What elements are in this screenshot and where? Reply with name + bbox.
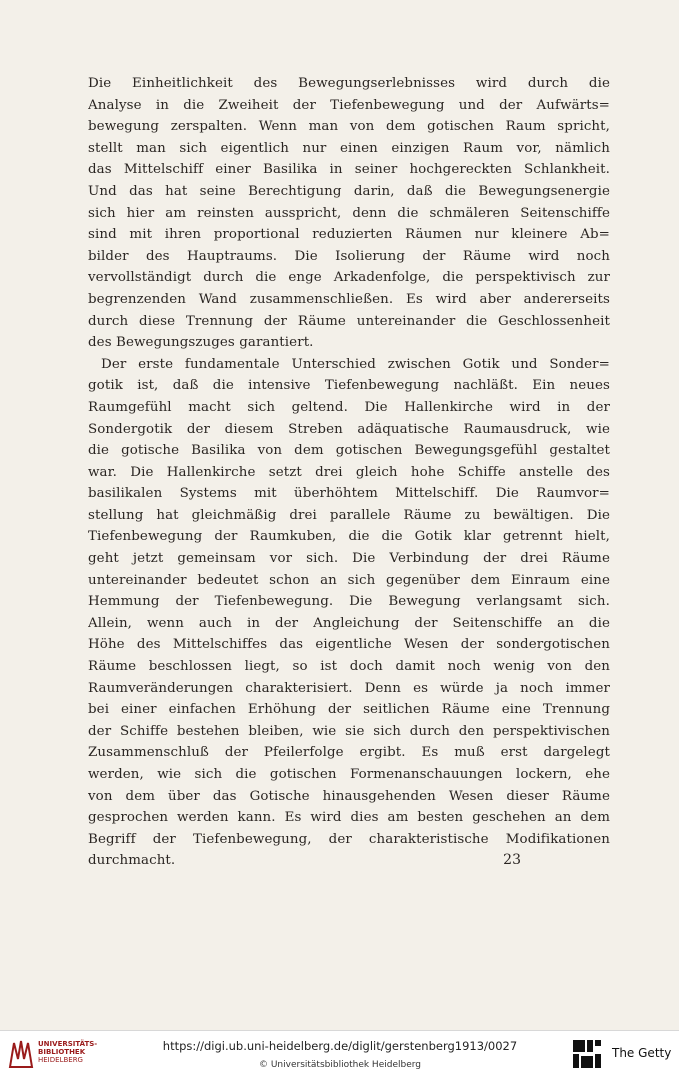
text-line: Zusammenschluß der Pfeilerfolge ergibt. Es muß erst dargelegt	[88, 745, 610, 761]
text-line: Raumgefühl macht sich geltend. Die Hallenkirche wird in der	[88, 399, 610, 415]
text-line: das Mittelschiff einer Basilika in seiner hochgereckten Schlankheit.	[88, 162, 610, 178]
text-line: von dem über das Gotische hinausgehenden Wesen dieser Räume	[88, 788, 610, 804]
library-logo-line: UNIVERSITÄTS-	[38, 1040, 98, 1048]
body-text	[88, 73, 610, 872]
text-line: basilikalen Systems mit überhöhtem Mittelschiff. Die Raumvor=	[88, 486, 610, 502]
text-line: Höhe des Mittelschiffes das eigentliche Wesen der sondergotischen	[88, 637, 610, 653]
text-line: bilder des Hauptraums. Die Isolierung der Räume wird noch	[88, 248, 610, 264]
library-logo-line: BIBLIOTHEK	[38, 1048, 86, 1056]
getty-logo-icon[interactable]	[572, 1039, 602, 1069]
permalink-url[interactable]: https://digi.ub.uni-heidelberg.de/diglit/gerstenberg1913/0027	[162, 1039, 518, 1053]
text-line: untereinander bedeutet schon an sich gegenüber dem Einraum eine	[88, 572, 610, 588]
text-line: stellung hat gleichmäßig drei parallele Räume zu bewältigen. Die	[88, 507, 610, 523]
text-line: Hemmung der Tiefenbewegung. Die Bewegung verlangsamt sich.	[88, 594, 610, 610]
text-line: Die Einheitlichkeit des Bewegungserlebnisses wird durch die	[88, 76, 610, 91]
text-line: bewegung zerspalten. Wenn man von dem gotischen Raum spricht,	[88, 119, 610, 135]
text-line: der Schiffe bestehen bleiben, wie sie sich durch den perspektivischen	[88, 723, 610, 739]
page-number: 23	[503, 852, 521, 868]
text-line: Tiefenbewegung der Raumkuben, die die Gotik klar getrennt hielt,	[88, 529, 610, 545]
text-line: geht jetzt gemeinsam vor sich. Die Verbindung der drei Räume	[88, 551, 610, 567]
text-line: des Bewegungszuges garantiert.	[88, 335, 314, 351]
library-logo-line: HEIDELBERG	[38, 1056, 83, 1064]
text-line: Analyse in die Zweiheit der Tiefenbewegung und der Aufwärts=	[88, 97, 610, 113]
partner-name: The Getty	[612, 1046, 672, 1060]
text-line: Sondergotik der diesem Streben adäquatische Raumausdruck, wie	[88, 421, 610, 437]
text-line: durch diese Trennung der Räume untereinander die Geschlossenheit	[88, 313, 610, 329]
text-line: Allein, wenn auch in der Angleichung der Seitenschiffe an die	[88, 615, 610, 631]
text-line: Der erste fundamentale Unterschied zwischen Gotik und Sonder=	[101, 356, 610, 372]
text-line: durchmacht.	[88, 853, 176, 869]
text-line: bei einer einfachen Erhöhung der seitlichen Räume eine Trennung	[88, 702, 610, 718]
text-line: gotik ist, daß die intensive Tiefenbewegung nachläßt. Ein neues	[88, 378, 610, 394]
copyright-notice: © Universitätsbibliothek Heidelberg	[258, 1060, 421, 1070]
viewer-footer	[0, 1030, 679, 1079]
library-seal-icon	[8, 1039, 34, 1069]
text-line: gesprochen werden kann. Es wird dies am besten geschehen an dem	[88, 810, 610, 826]
text-line: die gotische Basilika von dem gotischen Bewegungsgefühl gestaltet	[88, 443, 610, 459]
text-line: vervollständigt durch die enge Arkadenfolge, die perspektivisch zur	[88, 270, 610, 286]
text-line: Begriff der Tiefenbewegung, der charakteristische Modifikationen	[88, 831, 610, 847]
library-logo[interactable]	[8, 1037, 98, 1073]
text-line: Raumveränderungen charakterisiert. Denn es würde ja noch immer	[88, 680, 610, 696]
text-line: stellt man sich eigentlich nur einen einzigen Raum vor, nämlich	[88, 140, 610, 156]
text-line: begrenzenden Wand zusammenschließen. Es wird aber andererseits	[88, 291, 610, 307]
text-line: sind mit ihren proportional reduzierten Räumen nur kleinere Ab=	[88, 227, 610, 243]
text-line: werden, wie sich die gotischen Formenanschauungen lockern, ehe	[88, 767, 610, 782]
text-line: Räume beschlossen liegt, so ist doch damit noch wenig von den	[88, 659, 610, 675]
text-line: war. Die Hallenkirche setzt drei gleich hohe Schiffe anstelle des	[88, 464, 610, 480]
text-line: sich hier am reinsten ausspricht, denn die schmäleren Seitenschiffe	[88, 205, 610, 221]
text-line: Und das hat seine Berechtigung darin, daß die Bewegungsenergie	[88, 183, 610, 199]
